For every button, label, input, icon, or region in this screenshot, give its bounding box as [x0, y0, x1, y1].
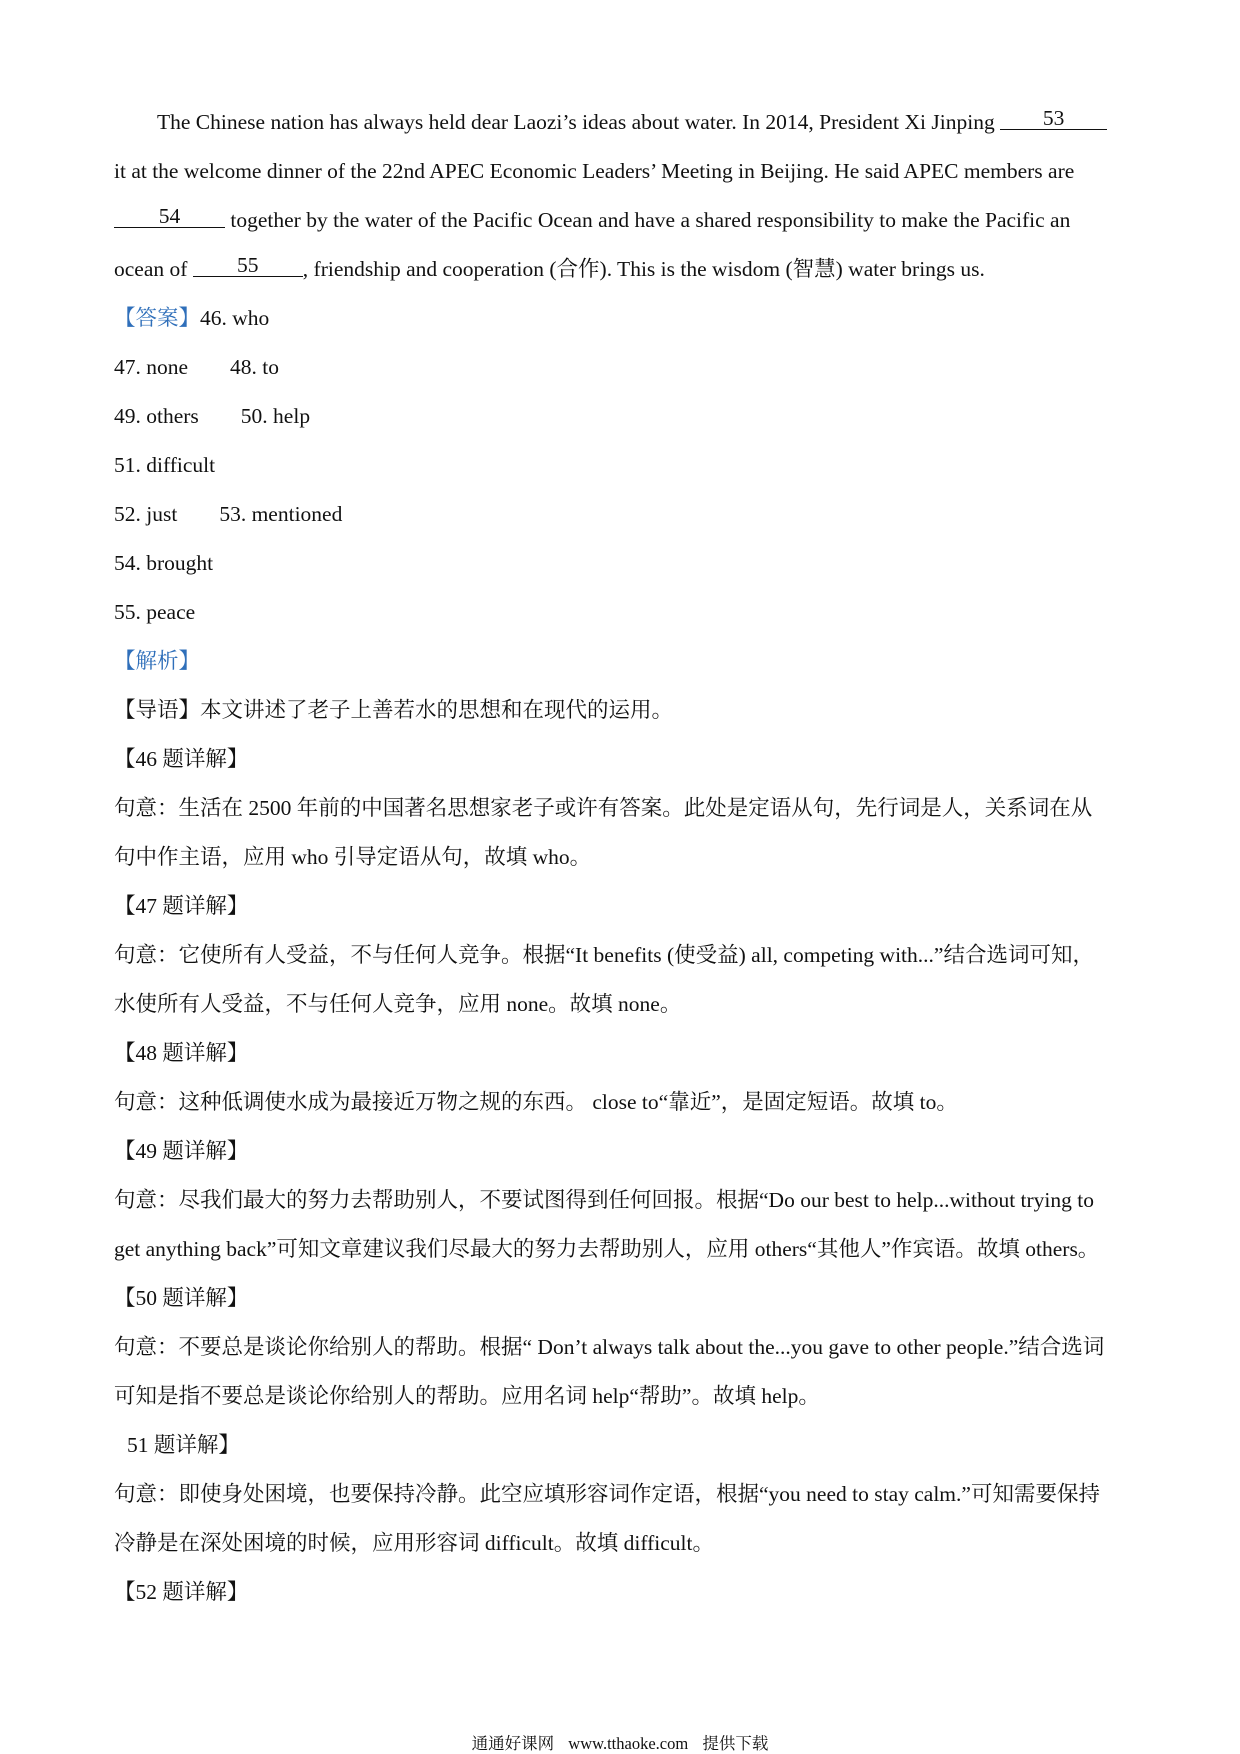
explanation-heading-50: 【50 题详解】 [114, 1286, 249, 1310]
explanation-heading-47: 【47 题详解】 [114, 894, 249, 918]
answer-51: 51. difficult [114, 453, 216, 477]
explanation-47-line-2: 水使所有人受益，不与任何人竞争，应用 none。故填 none。 [114, 992, 682, 1016]
passage-text: it at the welcome dinner of the 22nd APEC Economic Leaders’ Meeting in Beijing. He said APEC members are [114, 159, 1075, 183]
document-content [114, 98, 1128, 1617]
answer-50: 50. help [240, 404, 311, 428]
explanation-49-line-2: get anything back”可知文章建议我们尽最大的努力去帮助别人，应用 others“其他人”作宾语。故填 others。 [114, 1237, 1100, 1261]
answer-line-4 [114, 441, 1128, 490]
blank-55: 55 [193, 254, 303, 277]
passage-line-4 [114, 245, 1128, 294]
passage-text: , friendship and cooperation (合作). This is the wisdom (智慧) water brings us. [302, 257, 985, 281]
passage-line-2 [114, 147, 1128, 196]
passage-text: The Chinese nation has always held dear Laozi’s ideas about water. In 2014, President Xi Jinping [157, 110, 1001, 134]
passage-text: ocean of [114, 257, 193, 281]
answer-46: 46. who [200, 306, 270, 330]
explanation-49-line-1: 句意：尽我们最大的努力去帮助别人，不要试图得到任何回报。根据“Do our best to help...without trying to [114, 1188, 1095, 1212]
answer-48: 48. to [230, 355, 280, 379]
explanation-heading-46: 【46 题详解】 [114, 747, 249, 771]
explanation-50-line-1: 句意：不要总是谈论你给别人的帮助。根据“ Don’t always talk about the...you gave to other people.”结合选词 [114, 1335, 1105, 1359]
answer-line-7 [114, 588, 1128, 637]
analysis-label: 【解析】 [114, 649, 201, 673]
answer-line-3 [114, 392, 1128, 441]
blank-53: 53 [1000, 107, 1107, 130]
explanation-48-line-1: 句意：这种低调使水成为最接近万物之规的东西。 close to“靠近”，是固定短语。故填 to。 [114, 1090, 958, 1114]
blank-54: 54 [114, 205, 225, 228]
footer-site-name: 通通好课网 [471, 1734, 555, 1753]
footer-url[interactable]: www.tthaoke.com [568, 1734, 689, 1753]
explanation-51-line-1: 句意：即使身处困境，也要保持冷静。此空应填形容词作定语，根据“you need to stay calm.”可知需要保持 [114, 1482, 1100, 1506]
answer-line-5 [114, 490, 1128, 539]
answer-49: 49. others [114, 404, 199, 428]
analysis-heading [114, 637, 1128, 686]
answer-52: 52. just [114, 502, 178, 526]
passage-line-3 [114, 196, 1128, 245]
answer-54: 54. brought [114, 551, 214, 575]
answer-line-1 [114, 294, 1128, 343]
answer-55: 55. peace [114, 600, 196, 624]
passage-line-1 [114, 98, 1128, 147]
explanation-heading-49: 【49 题详解】 [114, 1139, 249, 1163]
explanation-heading-51: 51 题详解】 [127, 1433, 240, 1457]
page-footer [0, 1730, 1240, 1754]
explanation-51-line-2: 冷静是在深处困境的时候，应用形容词 difficult。故填 difficult。 [114, 1531, 714, 1555]
answer-line-6 [114, 539, 1128, 588]
explanation-heading-52: 【52 题详解】 [114, 1580, 249, 1604]
answer-53: 53. mentioned [219, 502, 343, 526]
explanation-46-line-1: 句意：生活在 2500 年前的中国著名思想家老子或许有答案。此处是定语从句，先行词是人，关系词在从 [114, 796, 1093, 820]
footer-note: 提供下载 [702, 1734, 769, 1753]
explanation-50-line-2: 可知是指不要总是谈论你给别人的帮助。应用名词 help“帮助”。故填 help。 [114, 1384, 820, 1408]
answer-label: 【答案】 [114, 306, 201, 330]
passage-text: together by the water of the Pacific Ocean and have a shared responsibility to make the Pacific an [225, 208, 1071, 232]
answer-47: 47. none [114, 355, 189, 379]
explanation-47-line-1: 句意：它使所有人受益，不与任何人竞争。根据“It benefits (使受益) all, competing with...”结合选词可知， [114, 943, 1094, 967]
explanation-46-line-2: 句中作主语，应用 who 引导定语从句，故填 who。 [114, 845, 592, 869]
answer-line-2 [114, 343, 1128, 392]
explanation-heading-48: 【48 题详解】 [114, 1041, 249, 1065]
analysis-intro: 【导语】本文讲述了老子上善若水的思想和在现代的运用。 [114, 698, 674, 722]
